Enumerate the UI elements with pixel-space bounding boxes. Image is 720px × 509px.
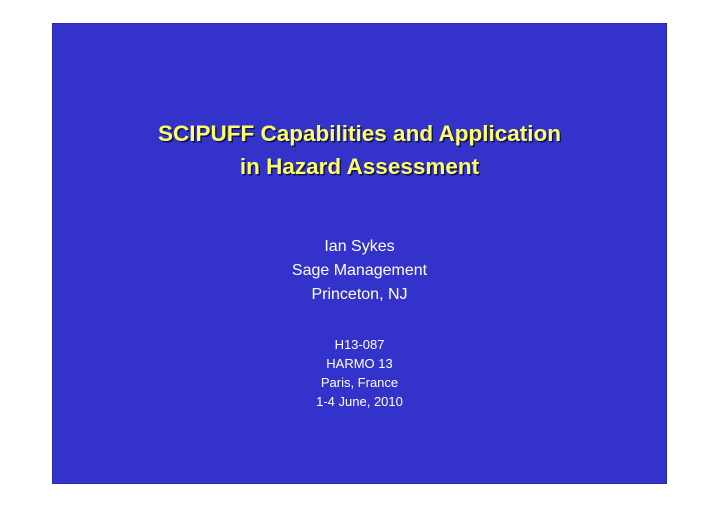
paper-id: H13-087 (334, 337, 385, 352)
event-city: Paris, France (320, 375, 399, 390)
author-block (52, 235, 667, 307)
slide-title-line-2: in Hazard Assessment (239, 154, 480, 179)
author-organization: Sage Management (291, 262, 428, 279)
slide-title (52, 117, 667, 183)
event-info (52, 335, 667, 411)
conference-name: HARMO 13 (326, 356, 393, 371)
author-location: Princeton, NJ (311, 286, 408, 303)
title-slide (52, 23, 667, 484)
event-date: 1-4 June, 2010 (316, 394, 403, 409)
author-name: Ian Sykes (324, 238, 395, 255)
slide-title-line-1: SCIPUFF Capabilities and Application (158, 121, 561, 146)
